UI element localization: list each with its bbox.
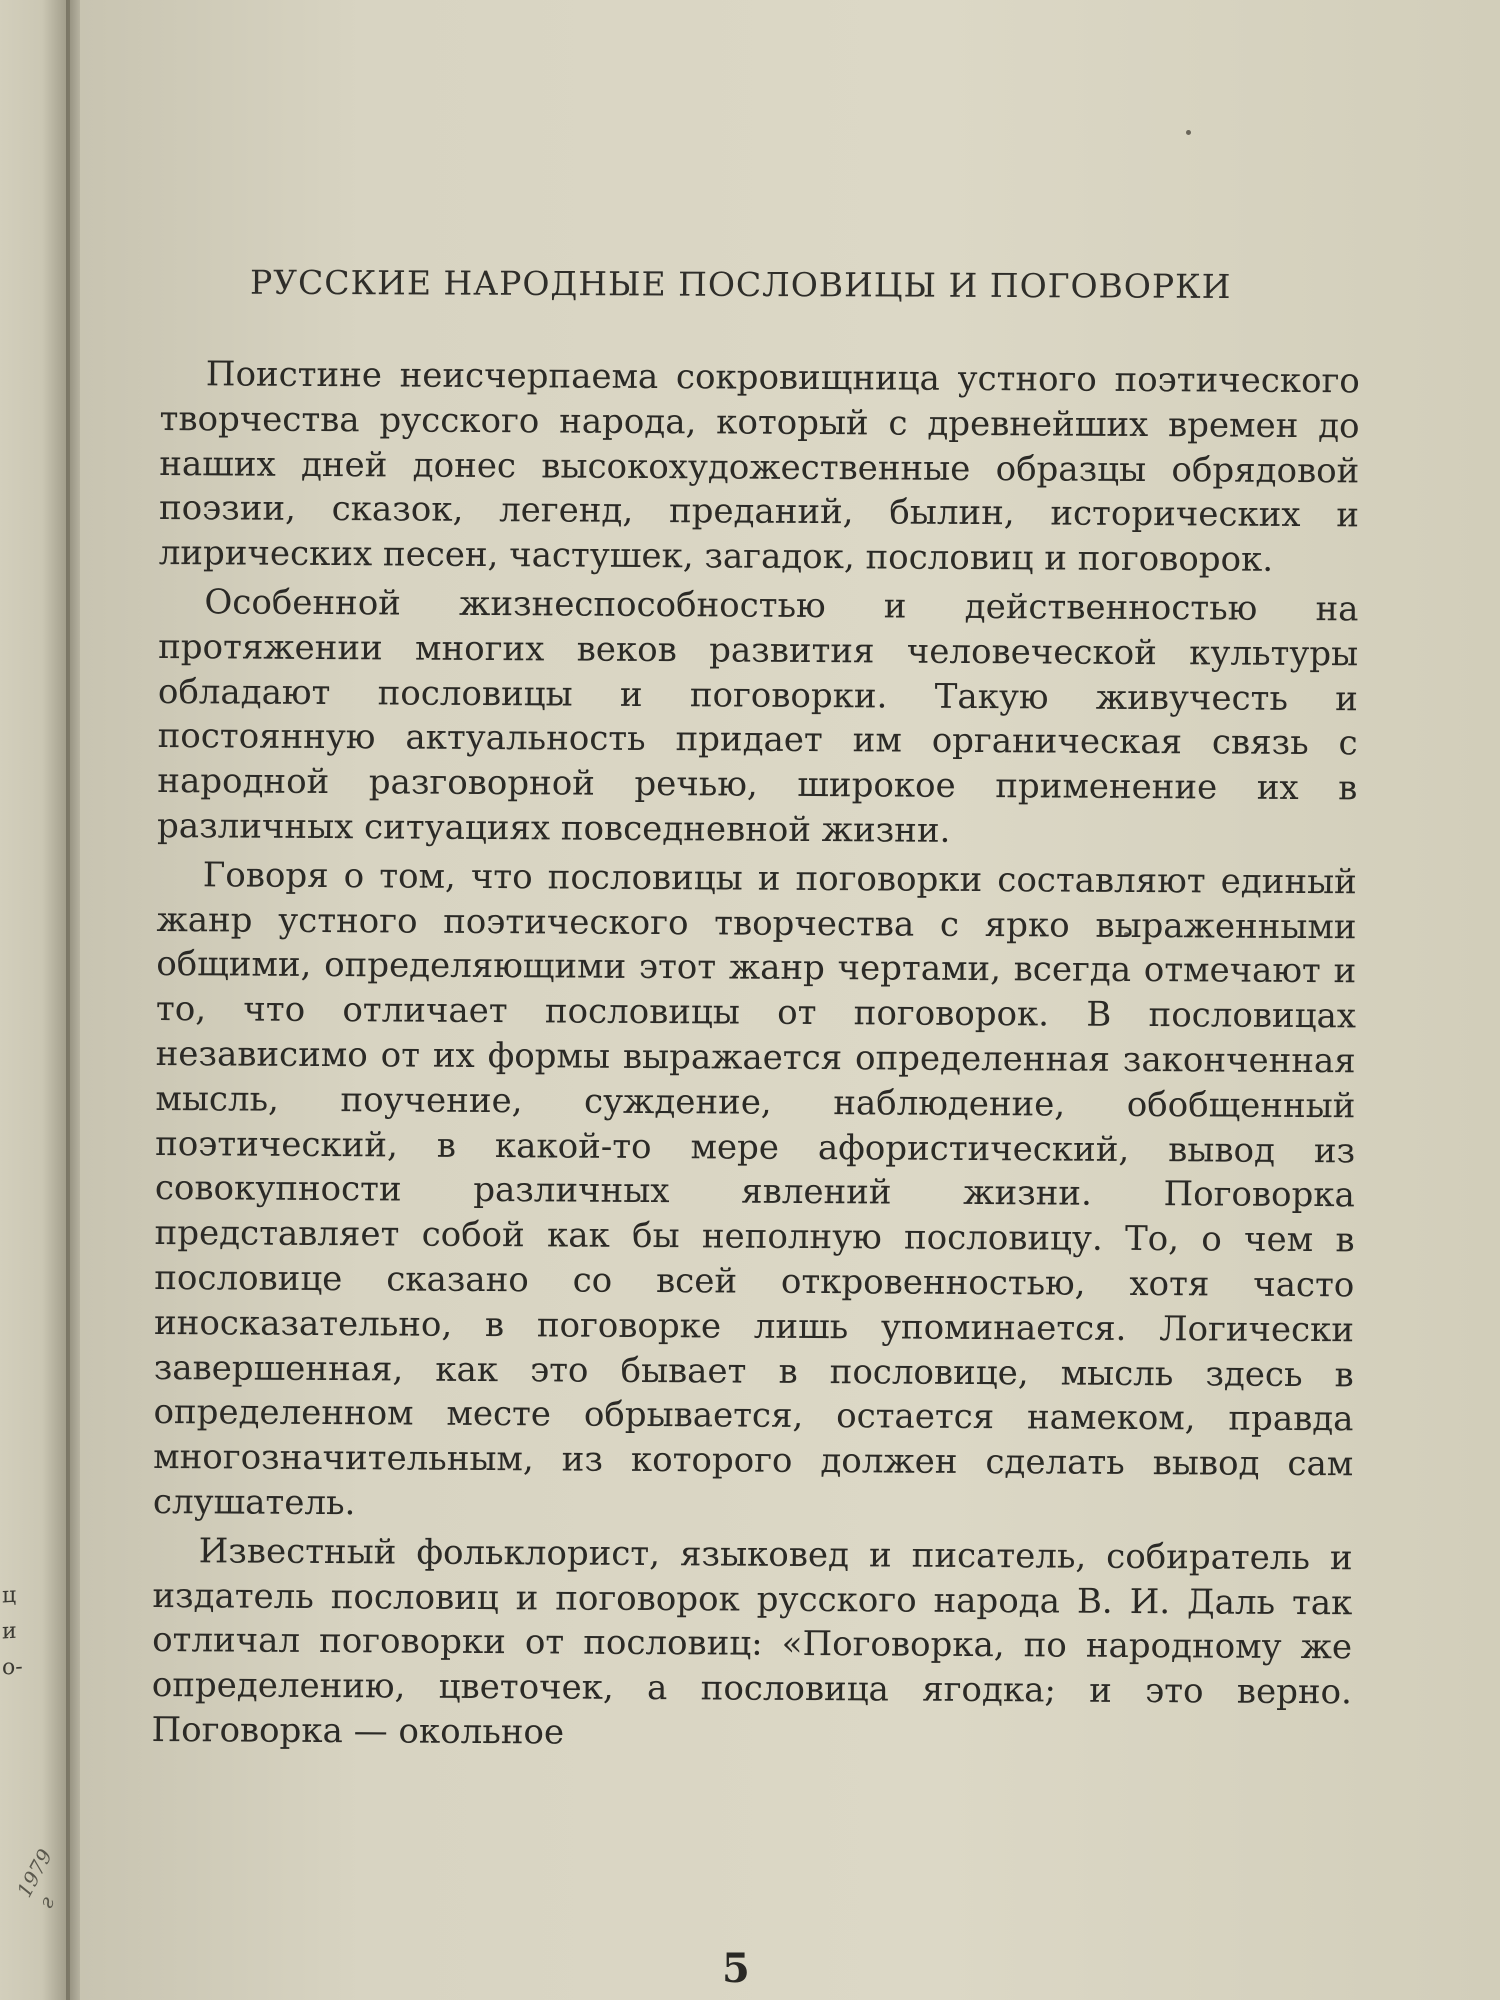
paragraph-2: Особенной жизнеспособностью и действенностью на протяжении многих веков развития человеческой культуры обладают пословицы и поговорки. Такую живучесть и постоянную актуальность придает им органическая связь с народной разговорной речью, широкое применение их в различных ситуациях повседневной жизни. <box>156 582 1359 851</box>
body-text <box>151 352 1360 1764</box>
paragraph-4: Известный фольклорист, языковед и писатель, собиратель и издатель пословиц и поговорок русского народа В. И. Даль так отличал поговорки от пословиц: «Поговорка, по народному же определению, цветочек, а пословица ягодка; и это верно. Поговорка — окольное <box>151 1530 1353 1753</box>
chapter-title: РУССКИЕ НАРОДНЫЕ ПОСЛОВИЦЫ И ПОГОВОРКИ <box>249 262 1232 306</box>
left-page-edge <box>0 0 70 2000</box>
left-page-year-stamp: 1979 г <box>12 1845 60 1913</box>
paragraph-1: Поистине неисчерпаема сокровищница устного поэтического творчества русского народа, который с древнейших времен до наших дней донес высокохудожественные образцы обрядовой поэзии, сказок, легенд, преданий, былин, исторических и лирических песен, частушек, загадок, пословиц и поговорок. <box>158 354 1360 580</box>
left-fragment-1: ц <box>2 1582 17 1609</box>
page-number: 5 <box>722 1945 750 1992</box>
left-fragment-3: о- <box>2 1654 23 1681</box>
left-fragment-2: и <box>2 1618 17 1645</box>
left-page-text-fragments <box>2 1578 22 1686</box>
paper-speck <box>1186 130 1191 135</box>
paragraph-3: Говоря о том, что пословицы и поговорки составляют единый жанр устного поэтического творчества с ярко выраженными общими, определяющими этот жанр чертами, всегда отмечают и то, что отличает пословицы от поговорок. В пословицах независимо от их формы выражается определенная законченная мысль, поучение, суждение, наблюдение, обобщенный поэтический, в какой-то мере афористический, вывод из совокупности различных явлений жизни. Поговорка представляет собой как бы неполную пословицу. То, о чем в пословице сказано со всей откровенностью, хотя часто иносказательно, в поговорке лишь упоминается. Логически завершенная, как это бывает в пословице, мысль здесь в определенном месте обрывается, остается намеком, правда многозначительным, из которого должен сделать вывод сам слушатель. <box>152 855 1357 1524</box>
